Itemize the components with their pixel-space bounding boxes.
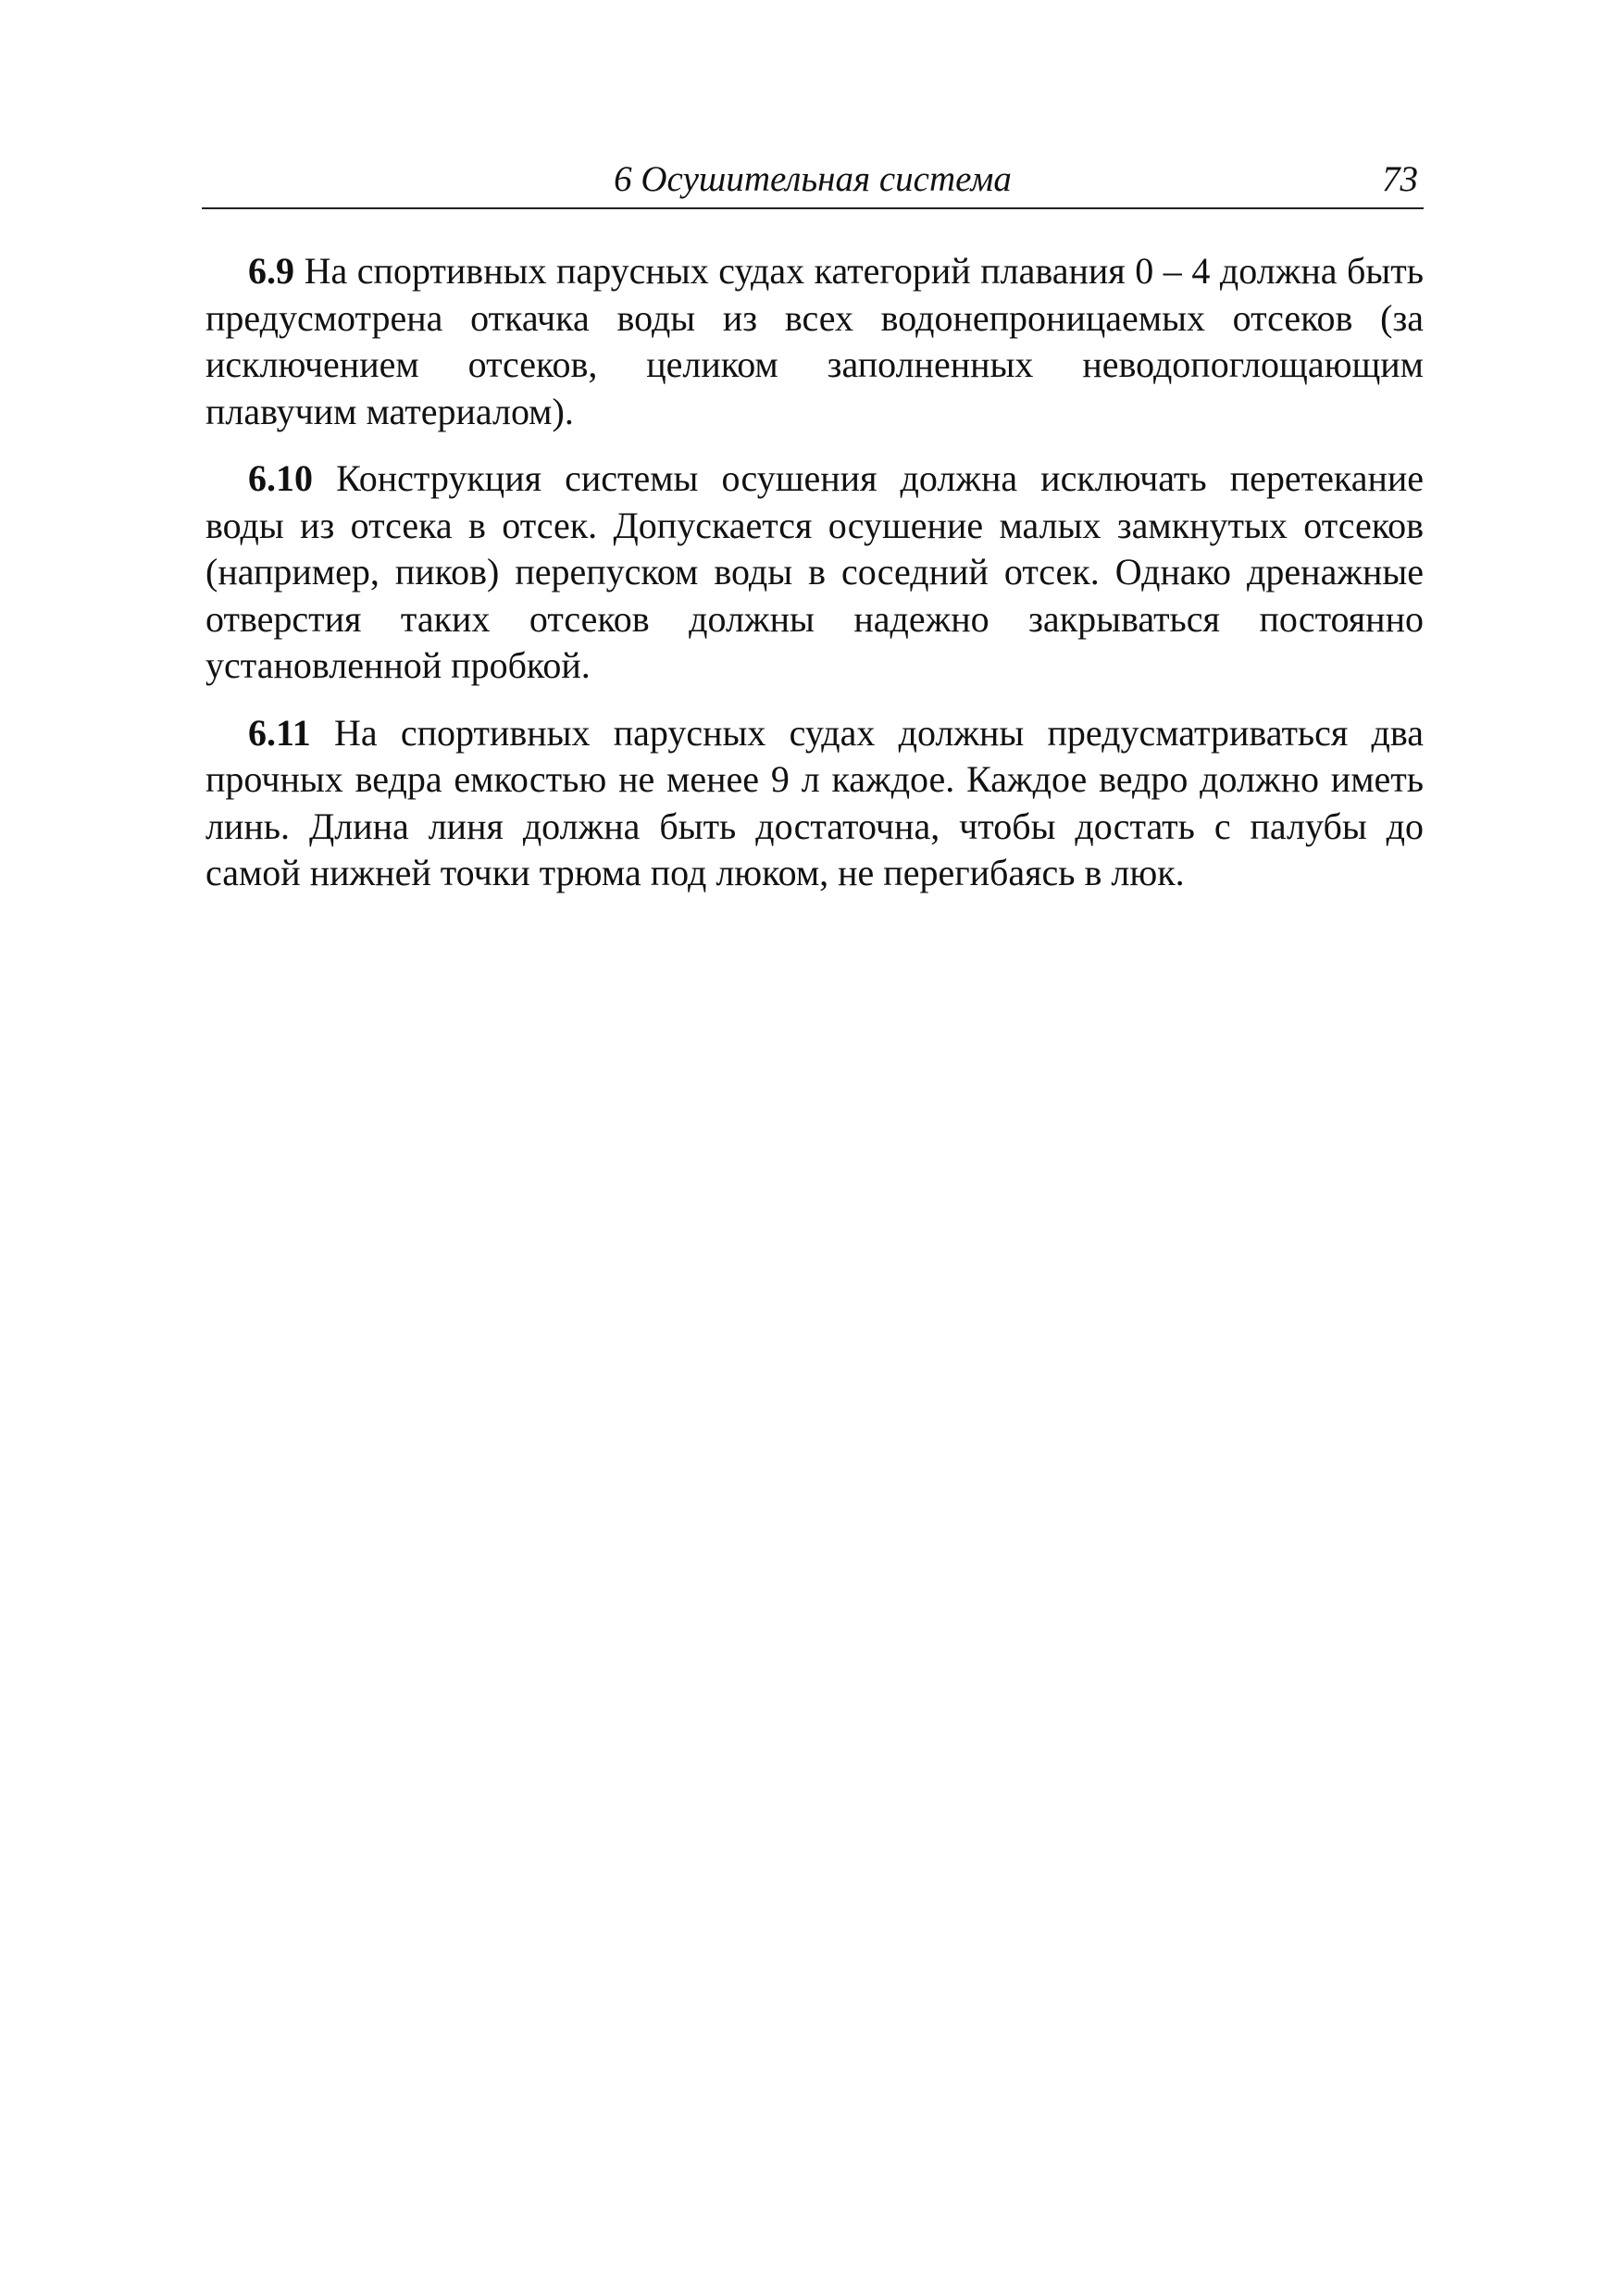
clause-number: 6.11 bbox=[248, 711, 311, 754]
clause-6-10 bbox=[205, 455, 1424, 690]
page-number: 73 bbox=[1382, 159, 1418, 199]
clause-text: На спортивных парусных судах категорий плавания 0 – 4 должна быть предусмотрена откачка воды из всех водонепроницаемых отсеков (за исключением отсеков, целиком заполненных неводопоглощающим плавучим материалом). bbox=[205, 250, 1425, 432]
clause-number: 6.9 bbox=[248, 250, 294, 292]
clause-number: 6.10 bbox=[248, 457, 313, 499]
running-title: 6 Осушительная система bbox=[614, 159, 1012, 199]
running-header bbox=[202, 156, 1424, 209]
clause-6-11 bbox=[205, 710, 1424, 897]
body-text bbox=[205, 248, 1424, 917]
clause-6-9 bbox=[205, 248, 1424, 435]
clause-text: На спортивных парусных судах должны предусматриваться два прочных ведра емкостью не менее 9 л каждое. Каждое ведро должно иметь линь. Длина линя должна быть достаточна, чтобы достать с палубы до самой нижней точки трюма под люком, не перегибаясь в люк. bbox=[205, 711, 1424, 893]
clause-text: Конструкция системы осушения должна исключать перетекание воды из отсека в отсек. Допускается осушение малых замкнутых отсеков (например, пиков) перепуском воды в соседний отсек. Однако дренажные отверстия таких отсеков должны надежно закрываться постоянно установленной пробкой. bbox=[205, 457, 1425, 686]
